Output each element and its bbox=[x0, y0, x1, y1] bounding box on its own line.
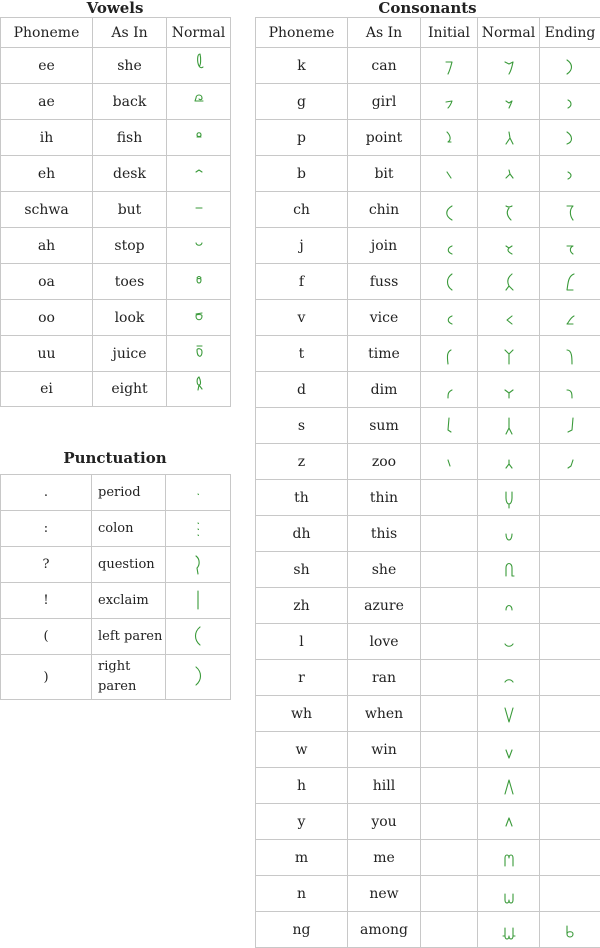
g-e-glyph-icon bbox=[562, 92, 578, 116]
ah-glyph-icon bbox=[191, 232, 207, 256]
ch-e-glyph-icon bbox=[562, 200, 578, 224]
punctuation-glyph bbox=[166, 619, 231, 655]
punctuation-row bbox=[1, 511, 231, 547]
consonant-initial-glyph bbox=[421, 660, 478, 696]
consonant-row bbox=[256, 840, 600, 876]
consonant-initial-glyph bbox=[421, 516, 478, 552]
vowel-phoneme: ei bbox=[1, 372, 93, 407]
l-n-glyph-icon bbox=[501, 632, 517, 656]
oo-glyph-icon bbox=[191, 304, 207, 328]
consonant-normal-glyph bbox=[478, 444, 540, 480]
consonant-as-in: among bbox=[348, 912, 421, 948]
question-glyph-icon bbox=[190, 553, 206, 577]
consonant-phoneme: m bbox=[256, 840, 348, 876]
consonant-as-in: vice bbox=[348, 300, 421, 336]
consonant-normal-glyph bbox=[478, 192, 540, 228]
consonant-initial-glyph bbox=[421, 48, 478, 84]
consonant-row bbox=[256, 300, 600, 336]
consonant-as-in: love bbox=[348, 624, 421, 660]
rparen-glyph-icon bbox=[190, 665, 206, 689]
eh-glyph-icon bbox=[191, 160, 207, 184]
th-n-glyph-icon bbox=[501, 488, 517, 512]
punctuation-glyph bbox=[166, 583, 231, 619]
t-n-glyph-icon bbox=[501, 344, 517, 368]
consonant-initial-glyph bbox=[421, 768, 478, 804]
consonant-row bbox=[256, 768, 600, 804]
ee-glyph-icon bbox=[191, 52, 207, 76]
schwa-glyph-icon bbox=[191, 196, 207, 220]
vowel-phoneme: oo bbox=[1, 300, 93, 336]
consonant-ending-glyph bbox=[540, 300, 600, 336]
consonant-as-in: point bbox=[348, 120, 421, 156]
punctuation-row bbox=[1, 475, 231, 511]
vowel-normal-glyph bbox=[167, 120, 231, 156]
consonant-row bbox=[256, 552, 600, 588]
j-i-glyph-icon bbox=[441, 236, 457, 260]
consonant-as-in: bit bbox=[348, 156, 421, 192]
consonant-phoneme: g bbox=[256, 84, 348, 120]
vowel-phoneme: ih bbox=[1, 120, 93, 156]
consonant-normal-glyph bbox=[478, 804, 540, 840]
j-e-glyph-icon bbox=[562, 236, 578, 260]
punctuation-table bbox=[0, 474, 231, 700]
consonant-ending-glyph bbox=[540, 912, 600, 948]
vowel-phoneme: oa bbox=[1, 264, 93, 300]
vowel-row bbox=[1, 372, 231, 407]
consonant-phoneme: z bbox=[256, 444, 348, 480]
consonant-as-in: she bbox=[348, 552, 421, 588]
consonant-phoneme: zh bbox=[256, 588, 348, 624]
consonant-as-in: join bbox=[348, 228, 421, 264]
vowels-header-phoneme: Phoneme bbox=[1, 18, 93, 48]
vowels-header-normal: Normal bbox=[167, 18, 231, 48]
consonant-row bbox=[256, 156, 600, 192]
consonants-header-initial: Initial bbox=[421, 18, 478, 48]
consonant-ending-glyph bbox=[540, 444, 600, 480]
consonant-initial-glyph bbox=[421, 84, 478, 120]
consonant-ending-glyph bbox=[540, 840, 600, 876]
ei-glyph-icon bbox=[191, 375, 207, 399]
b-e-glyph-icon bbox=[562, 164, 578, 188]
lparen-glyph-icon bbox=[190, 625, 206, 649]
consonant-as-in: fuss bbox=[348, 264, 421, 300]
punctuation-symbol: . bbox=[1, 475, 92, 511]
consonant-ending-glyph bbox=[540, 228, 600, 264]
consonant-row bbox=[256, 408, 600, 444]
vowel-row bbox=[1, 48, 231, 84]
consonant-as-in: zoo bbox=[348, 444, 421, 480]
consonant-initial-glyph bbox=[421, 912, 478, 948]
punctuation-glyph bbox=[166, 511, 231, 547]
d-n-glyph-icon bbox=[501, 380, 517, 404]
consonant-row bbox=[256, 84, 600, 120]
consonant-initial-glyph bbox=[421, 372, 478, 408]
consonant-normal-glyph bbox=[478, 912, 540, 948]
consonants-header-ending: Ending bbox=[540, 18, 600, 48]
v-e-glyph-icon bbox=[562, 308, 578, 332]
consonant-row bbox=[256, 624, 600, 660]
consonant-initial-glyph bbox=[421, 444, 478, 480]
consonant-as-in: dim bbox=[348, 372, 421, 408]
k-i-glyph-icon bbox=[441, 56, 457, 80]
consonant-row bbox=[256, 804, 600, 840]
consonant-row bbox=[256, 336, 600, 372]
punctuation-row bbox=[1, 583, 231, 619]
consonant-normal-glyph bbox=[478, 696, 540, 732]
vowel-normal-glyph bbox=[167, 156, 231, 192]
vowel-row bbox=[1, 336, 231, 372]
consonant-normal-glyph bbox=[478, 876, 540, 912]
t-e-glyph-icon bbox=[562, 344, 578, 368]
consonant-row bbox=[256, 732, 600, 768]
w-n-glyph-icon bbox=[501, 740, 517, 764]
consonant-normal-glyph bbox=[478, 840, 540, 876]
consonant-initial-glyph bbox=[421, 192, 478, 228]
consonant-row bbox=[256, 912, 600, 948]
punctuation-glyph bbox=[166, 547, 231, 583]
consonant-normal-glyph bbox=[478, 624, 540, 660]
consonant-phoneme: h bbox=[256, 768, 348, 804]
vowel-row bbox=[1, 192, 231, 228]
consonant-phoneme: d bbox=[256, 372, 348, 408]
vowel-normal-glyph bbox=[167, 228, 231, 264]
punctuation-symbol: : bbox=[1, 511, 92, 547]
consonant-initial-glyph bbox=[421, 876, 478, 912]
consonant-as-in: thin bbox=[348, 480, 421, 516]
vowels-header-as-in: As In bbox=[93, 18, 167, 48]
vowel-as-in: look bbox=[93, 300, 167, 336]
vowel-normal-glyph bbox=[167, 84, 231, 120]
m-n-glyph-icon bbox=[501, 848, 517, 872]
consonant-ending-glyph bbox=[540, 336, 600, 372]
vowel-normal-glyph bbox=[167, 336, 231, 372]
punctuation-row bbox=[1, 655, 231, 700]
consonant-ending-glyph bbox=[540, 120, 600, 156]
consonant-ending-glyph bbox=[540, 876, 600, 912]
consonants-header-as-in: As In bbox=[348, 18, 421, 48]
y-n-glyph-icon bbox=[501, 812, 517, 836]
consonant-initial-glyph bbox=[421, 480, 478, 516]
consonant-normal-glyph bbox=[478, 552, 540, 588]
vowel-as-in: she bbox=[93, 48, 167, 84]
consonant-phoneme: t bbox=[256, 336, 348, 372]
consonant-as-in: hill bbox=[348, 768, 421, 804]
s-n-glyph-icon bbox=[501, 416, 517, 440]
consonant-as-in: win bbox=[348, 732, 421, 768]
p-n-glyph-icon bbox=[501, 128, 517, 152]
vowel-as-in: but bbox=[93, 192, 167, 228]
consonant-initial-glyph bbox=[421, 228, 478, 264]
consonant-as-in: new bbox=[348, 876, 421, 912]
b-n-glyph-icon bbox=[501, 164, 517, 188]
consonant-ending-glyph bbox=[540, 156, 600, 192]
ng-e-glyph-icon bbox=[562, 920, 578, 944]
g-n-glyph-icon bbox=[501, 92, 517, 116]
consonant-normal-glyph bbox=[478, 156, 540, 192]
vowels-table bbox=[0, 17, 231, 407]
consonant-phoneme: ch bbox=[256, 192, 348, 228]
consonant-ending-glyph bbox=[540, 192, 600, 228]
oa-glyph-icon bbox=[191, 268, 207, 292]
z-e-glyph-icon bbox=[562, 452, 578, 476]
punctuation-name: exclaim bbox=[92, 583, 166, 619]
f-i-glyph-icon bbox=[441, 272, 457, 296]
punctuation-name: question bbox=[92, 547, 166, 583]
f-n-glyph-icon bbox=[501, 272, 517, 296]
consonant-initial-glyph bbox=[421, 336, 478, 372]
vowel-row bbox=[1, 156, 231, 192]
consonant-row bbox=[256, 696, 600, 732]
consonant-phoneme: v bbox=[256, 300, 348, 336]
consonant-row bbox=[256, 444, 600, 480]
consonant-as-in: sum bbox=[348, 408, 421, 444]
consonant-phoneme: dh bbox=[256, 516, 348, 552]
vowels-title: Vowels bbox=[0, 0, 230, 16]
consonants-title: Consonants bbox=[255, 0, 600, 16]
consonant-ending-glyph bbox=[540, 84, 600, 120]
b-i-glyph-icon bbox=[441, 164, 457, 188]
consonant-phoneme: b bbox=[256, 156, 348, 192]
consonant-as-in: me bbox=[348, 840, 421, 876]
consonant-normal-glyph bbox=[478, 480, 540, 516]
ae-glyph-icon bbox=[191, 88, 207, 112]
consonant-row bbox=[256, 120, 600, 156]
k-e-glyph-icon bbox=[562, 56, 578, 80]
consonant-row bbox=[256, 876, 600, 912]
consonant-row bbox=[256, 588, 600, 624]
h-n-glyph-icon bbox=[501, 776, 517, 800]
consonant-ending-glyph bbox=[540, 588, 600, 624]
uu-glyph-icon bbox=[191, 340, 207, 364]
consonant-phoneme: p bbox=[256, 120, 348, 156]
punctuation-symbol: ( bbox=[1, 619, 92, 655]
consonant-ending-glyph bbox=[540, 408, 600, 444]
z-n-glyph-icon bbox=[501, 452, 517, 476]
punctuation-glyph bbox=[166, 475, 231, 511]
vowel-row bbox=[1, 120, 231, 156]
consonant-ending-glyph bbox=[540, 804, 600, 840]
z-i-glyph-icon bbox=[441, 452, 457, 476]
vowel-as-in: toes bbox=[93, 264, 167, 300]
vowel-as-in: back bbox=[93, 84, 167, 120]
consonant-normal-glyph bbox=[478, 264, 540, 300]
consonant-normal-glyph bbox=[478, 300, 540, 336]
consonant-ending-glyph bbox=[540, 48, 600, 84]
consonant-ending-glyph bbox=[540, 624, 600, 660]
consonant-normal-glyph bbox=[478, 336, 540, 372]
consonant-phoneme: wh bbox=[256, 696, 348, 732]
punctuation-symbol: ? bbox=[1, 547, 92, 583]
consonant-ending-glyph bbox=[540, 552, 600, 588]
punctuation-row bbox=[1, 619, 231, 655]
consonant-ending-glyph bbox=[540, 768, 600, 804]
vowel-as-in: fish bbox=[93, 120, 167, 156]
consonant-phoneme: j bbox=[256, 228, 348, 264]
t-i-glyph-icon bbox=[441, 344, 457, 368]
consonant-ending-glyph bbox=[540, 516, 600, 552]
dh-n-glyph-icon bbox=[501, 524, 517, 548]
consonant-normal-glyph bbox=[478, 732, 540, 768]
consonant-ending-glyph bbox=[540, 696, 600, 732]
s-e-glyph-icon bbox=[562, 416, 578, 440]
consonant-phoneme: l bbox=[256, 624, 348, 660]
ng-n-glyph-icon bbox=[501, 920, 517, 944]
consonant-normal-glyph bbox=[478, 120, 540, 156]
consonant-ending-glyph bbox=[540, 660, 600, 696]
consonant-phoneme: ng bbox=[256, 912, 348, 948]
ch-i-glyph-icon bbox=[441, 200, 457, 224]
consonant-initial-glyph bbox=[421, 552, 478, 588]
vowel-normal-glyph bbox=[167, 264, 231, 300]
punctuation-symbol: ! bbox=[1, 583, 92, 619]
punctuation-glyph bbox=[166, 655, 231, 700]
vowel-phoneme: ae bbox=[1, 84, 93, 120]
vowel-row bbox=[1, 228, 231, 264]
consonant-initial-glyph bbox=[421, 696, 478, 732]
consonant-row bbox=[256, 480, 600, 516]
consonant-as-in: ran bbox=[348, 660, 421, 696]
consonant-initial-glyph bbox=[421, 264, 478, 300]
p-e-glyph-icon bbox=[562, 128, 578, 152]
n-n-glyph-icon bbox=[501, 884, 517, 908]
consonant-normal-glyph bbox=[478, 48, 540, 84]
s-i-glyph-icon bbox=[441, 416, 457, 440]
consonant-ending-glyph bbox=[540, 480, 600, 516]
consonant-phoneme: k bbox=[256, 48, 348, 84]
g-i-glyph-icon bbox=[441, 92, 457, 116]
consonant-normal-glyph bbox=[478, 516, 540, 552]
consonant-initial-glyph bbox=[421, 624, 478, 660]
vowel-phoneme: uu bbox=[1, 336, 93, 372]
consonants-table bbox=[255, 17, 600, 948]
consonant-normal-glyph bbox=[478, 588, 540, 624]
consonant-ending-glyph bbox=[540, 264, 600, 300]
p-i-glyph-icon bbox=[441, 128, 457, 152]
consonant-phoneme: r bbox=[256, 660, 348, 696]
consonant-initial-glyph bbox=[421, 840, 478, 876]
vowel-phoneme: ee bbox=[1, 48, 93, 84]
consonant-phoneme: n bbox=[256, 876, 348, 912]
vowel-phoneme: schwa bbox=[1, 192, 93, 228]
consonant-normal-glyph bbox=[478, 768, 540, 804]
vowel-normal-glyph bbox=[167, 48, 231, 84]
consonant-row bbox=[256, 228, 600, 264]
vowel-row bbox=[1, 84, 231, 120]
v-n-glyph-icon bbox=[501, 308, 517, 332]
consonant-phoneme: th bbox=[256, 480, 348, 516]
consonant-ending-glyph bbox=[540, 732, 600, 768]
consonant-normal-glyph bbox=[478, 84, 540, 120]
ih-glyph-icon bbox=[191, 124, 207, 148]
colon-glyph-icon bbox=[190, 517, 206, 541]
consonant-initial-glyph bbox=[421, 804, 478, 840]
r-n-glyph-icon bbox=[501, 668, 517, 692]
vowel-normal-glyph bbox=[167, 372, 231, 407]
wh-n-glyph-icon bbox=[501, 704, 517, 728]
d-i-glyph-icon bbox=[441, 380, 457, 404]
consonant-ending-glyph bbox=[540, 372, 600, 408]
consonant-phoneme: sh bbox=[256, 552, 348, 588]
ch-n-glyph-icon bbox=[501, 200, 517, 224]
consonant-phoneme: w bbox=[256, 732, 348, 768]
consonant-normal-glyph bbox=[478, 228, 540, 264]
consonant-initial-glyph bbox=[421, 408, 478, 444]
consonant-row bbox=[256, 264, 600, 300]
consonant-row bbox=[256, 48, 600, 84]
vowel-normal-glyph bbox=[167, 192, 231, 228]
consonant-as-in: azure bbox=[348, 588, 421, 624]
punctuation-title: Punctuation bbox=[0, 450, 230, 466]
v-i-glyph-icon bbox=[441, 308, 457, 332]
consonant-row bbox=[256, 372, 600, 408]
consonant-row bbox=[256, 516, 600, 552]
exclaim-glyph-icon bbox=[190, 589, 206, 613]
consonant-initial-glyph bbox=[421, 732, 478, 768]
punctuation-name: right paren bbox=[92, 655, 166, 700]
punctuation-symbol: ) bbox=[1, 655, 92, 700]
period-glyph-icon bbox=[190, 481, 206, 505]
vowel-phoneme: eh bbox=[1, 156, 93, 192]
vowel-row bbox=[1, 300, 231, 336]
punctuation-name: colon bbox=[92, 511, 166, 547]
consonant-row bbox=[256, 660, 600, 696]
consonant-normal-glyph bbox=[478, 408, 540, 444]
consonant-as-in: chin bbox=[348, 192, 421, 228]
vowel-as-in: desk bbox=[93, 156, 167, 192]
consonant-phoneme: s bbox=[256, 408, 348, 444]
punctuation-name: period bbox=[92, 475, 166, 511]
vowel-phoneme: ah bbox=[1, 228, 93, 264]
consonant-initial-glyph bbox=[421, 300, 478, 336]
consonant-initial-glyph bbox=[421, 156, 478, 192]
vowel-row bbox=[1, 264, 231, 300]
consonant-row bbox=[256, 192, 600, 228]
consonant-normal-glyph bbox=[478, 660, 540, 696]
consonant-phoneme: f bbox=[256, 264, 348, 300]
vowel-as-in: stop bbox=[93, 228, 167, 264]
consonant-normal-glyph bbox=[478, 372, 540, 408]
zh-n-glyph-icon bbox=[501, 596, 517, 620]
consonants-header-phoneme: Phoneme bbox=[256, 18, 348, 48]
vowel-as-in: eight bbox=[93, 372, 167, 407]
consonant-phoneme: y bbox=[256, 804, 348, 840]
consonant-as-in: time bbox=[348, 336, 421, 372]
j-n-glyph-icon bbox=[501, 236, 517, 260]
consonant-as-in: can bbox=[348, 48, 421, 84]
consonant-initial-glyph bbox=[421, 588, 478, 624]
consonant-as-in: when bbox=[348, 696, 421, 732]
vowel-as-in: juice bbox=[93, 336, 167, 372]
consonant-as-in: girl bbox=[348, 84, 421, 120]
consonant-as-in: you bbox=[348, 804, 421, 840]
f-e-glyph-icon bbox=[562, 272, 578, 296]
sh-n-glyph-icon bbox=[501, 560, 517, 584]
d-e-glyph-icon bbox=[562, 380, 578, 404]
consonant-as-in: this bbox=[348, 516, 421, 552]
punctuation-row bbox=[1, 547, 231, 583]
k-n-glyph-icon bbox=[501, 56, 517, 80]
consonant-initial-glyph bbox=[421, 120, 478, 156]
consonants-header-normal: Normal bbox=[478, 18, 540, 48]
punctuation-name: left paren bbox=[92, 619, 166, 655]
vowel-normal-glyph bbox=[167, 300, 231, 336]
